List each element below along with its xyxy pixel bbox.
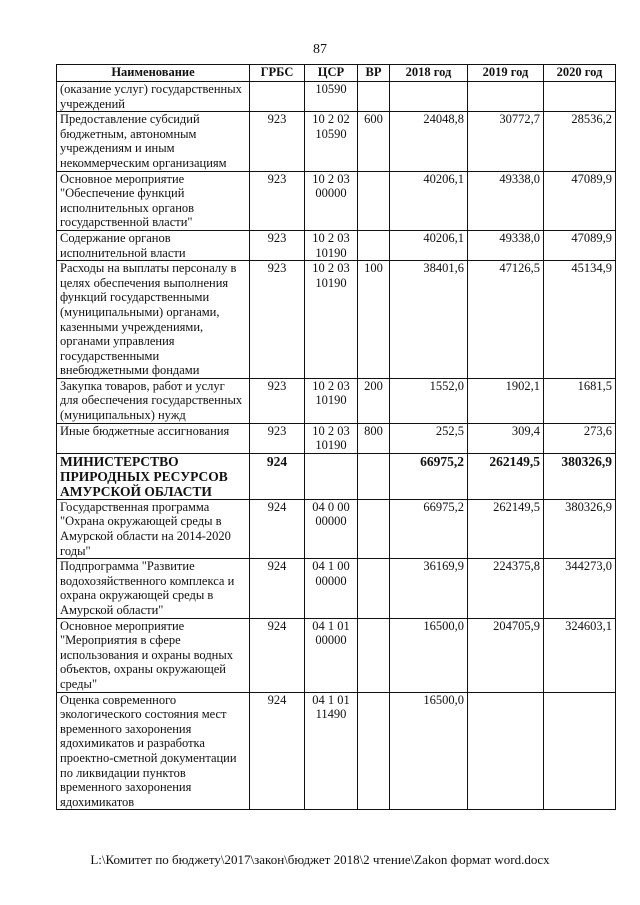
table-row	[57, 499, 616, 558]
row-2020	[544, 82, 616, 112]
row-csr	[305, 453, 358, 499]
header-csr: ЦСР	[305, 65, 358, 82]
table-row	[57, 423, 616, 453]
header-2018: 2018 год	[390, 65, 468, 82]
table-row	[57, 112, 616, 171]
row-2020: 45134,9	[544, 261, 616, 379]
file-path-footer: L:\Комитет по бюджету\2017\закон\бюджет 2018\2 чтение\Zakon формат word.docx	[90, 852, 550, 867]
row-2018: 252,5	[390, 423, 468, 453]
table-row	[57, 171, 616, 230]
row-grbs: 923	[250, 230, 305, 260]
row-name: Подпрограмма "Развитие водохозяйственного комплекса и охрана окружающей среды в Амурской области"	[57, 559, 250, 618]
row-grbs: 924	[250, 692, 305, 810]
row-grbs: 924	[250, 618, 305, 692]
row-2018: 24048,8	[390, 112, 468, 171]
row-csr: 10 2 03 10190	[305, 230, 358, 260]
row-2019: 49338,0	[468, 230, 544, 260]
row-csr: 04 0 00 00000	[305, 499, 358, 558]
row-csr: 10 2 02 10590	[305, 112, 358, 171]
row-2019: 49338,0	[468, 171, 544, 230]
row-2020: 28536,2	[544, 112, 616, 171]
row-vr	[358, 171, 390, 230]
header-row	[57, 65, 616, 82]
row-2018: 40206,1	[390, 171, 468, 230]
header-2020: 2020 год	[544, 65, 616, 82]
row-name: Содержание органов исполнительной власти	[57, 230, 250, 260]
row-csr: 10590	[305, 82, 358, 112]
row-name: Расходы на выплаты персоналу в целях обеспечения выполнения функций государственными (муниципальными) органами, казенными учреждениями, органами управления государственными внебюджетными фондами	[57, 261, 250, 379]
row-2020	[544, 692, 616, 810]
row-vr	[358, 230, 390, 260]
row-grbs: 923	[250, 112, 305, 171]
row-2019: 1902,1	[468, 378, 544, 423]
row-2019	[468, 82, 544, 112]
table-row	[57, 230, 616, 260]
row-2020: 273,6	[544, 423, 616, 453]
row-2019: 224375,8	[468, 559, 544, 618]
row-2020: 380326,9	[544, 453, 616, 499]
row-2019: 30772,7	[468, 112, 544, 171]
table-row-ministry	[57, 453, 616, 499]
row-name: Оценка современного экологического состояния мест временного захоронения ядохимикатов и разработка проектно-сметной документации по ликвидации пунктов временного захоронения ядохимикатов	[57, 692, 250, 810]
table-row	[57, 559, 616, 618]
table-row	[57, 378, 616, 423]
row-2020: 47089,9	[544, 171, 616, 230]
row-vr	[358, 559, 390, 618]
table-row	[57, 82, 616, 112]
row-vr: 100	[358, 261, 390, 379]
row-name: МИНИСТЕРСТВО ПРИРОДНЫХ РЕСУРСОВ АМУРСКОЙ ОБЛАСТИ	[57, 453, 250, 499]
row-2018: 16500,0	[390, 692, 468, 810]
row-2019: 204705,9	[468, 618, 544, 692]
row-grbs: 923	[250, 171, 305, 230]
row-2018: 1552,0	[390, 378, 468, 423]
row-grbs: 923	[250, 423, 305, 453]
table-row	[57, 618, 616, 692]
row-2020: 47089,9	[544, 230, 616, 260]
row-csr: 10 2 03 10190	[305, 261, 358, 379]
row-grbs: 924	[250, 559, 305, 618]
row-name: Закупка товаров, работ и услуг для обеспечения государственных (муниципальных) нужд	[57, 378, 250, 423]
header-vr: ВР	[358, 65, 390, 82]
row-name: Предоставление субсидий бюджетным, автономным учреждениям и иным некоммерческим организациям	[57, 112, 250, 171]
row-csr: 10 2 03 10190	[305, 378, 358, 423]
row-grbs	[250, 82, 305, 112]
row-name: Государственная программа "Охрана окружающей среды в Амурской области на 2014-2020 годы"	[57, 499, 250, 558]
row-2018: 38401,6	[390, 261, 468, 379]
row-2018: 36169,9	[390, 559, 468, 618]
row-vr: 600	[358, 112, 390, 171]
table-row	[57, 692, 616, 810]
header-grbs: ГРБС	[250, 65, 305, 82]
row-vr	[358, 499, 390, 558]
row-csr: 04 1 00 00000	[305, 559, 358, 618]
row-2019: 47126,5	[468, 261, 544, 379]
row-2019: 309,4	[468, 423, 544, 453]
page-number: 87	[313, 42, 327, 57]
row-vr: 800	[358, 423, 390, 453]
budget-table	[56, 64, 616, 810]
header-2019: 2019 год	[468, 65, 544, 82]
table-row	[57, 261, 616, 379]
row-2020: 380326,9	[544, 499, 616, 558]
row-2018	[390, 82, 468, 112]
row-grbs: 923	[250, 378, 305, 423]
row-2020: 324603,1	[544, 618, 616, 692]
row-2018: 66975,2	[390, 499, 468, 558]
row-vr	[358, 618, 390, 692]
row-grbs: 924	[250, 499, 305, 558]
row-2019	[468, 692, 544, 810]
row-2018: 16500,0	[390, 618, 468, 692]
row-vr	[358, 692, 390, 810]
row-2018: 66975,2	[390, 453, 468, 499]
row-2019: 262149,5	[468, 499, 544, 558]
row-vr	[358, 453, 390, 499]
row-vr	[358, 82, 390, 112]
row-csr: 10 2 03 10190	[305, 423, 358, 453]
row-vr: 200	[358, 378, 390, 423]
row-2019: 262149,5	[468, 453, 544, 499]
row-grbs: 924	[250, 453, 305, 499]
row-name: (оказание услуг) государственных учреждений	[57, 82, 250, 112]
row-2020: 1681,5	[544, 378, 616, 423]
row-name: Иные бюджетные ассигнования	[57, 423, 250, 453]
row-2018: 40206,1	[390, 230, 468, 260]
row-csr: 04 1 01 00000	[305, 618, 358, 692]
row-csr: 10 2 03 00000	[305, 171, 358, 230]
row-csr: 04 1 01 11490	[305, 692, 358, 810]
row-grbs: 923	[250, 261, 305, 379]
row-2020: 344273,0	[544, 559, 616, 618]
row-name: Основное мероприятие "Мероприятия в сфере использования и охраны водных объектов, охраны окружающей среды"	[57, 618, 250, 692]
header-name: Наименование	[57, 65, 250, 82]
row-name: Основное мероприятие "Обеспечение функций исполнительных органов государственной власти"	[57, 171, 250, 230]
